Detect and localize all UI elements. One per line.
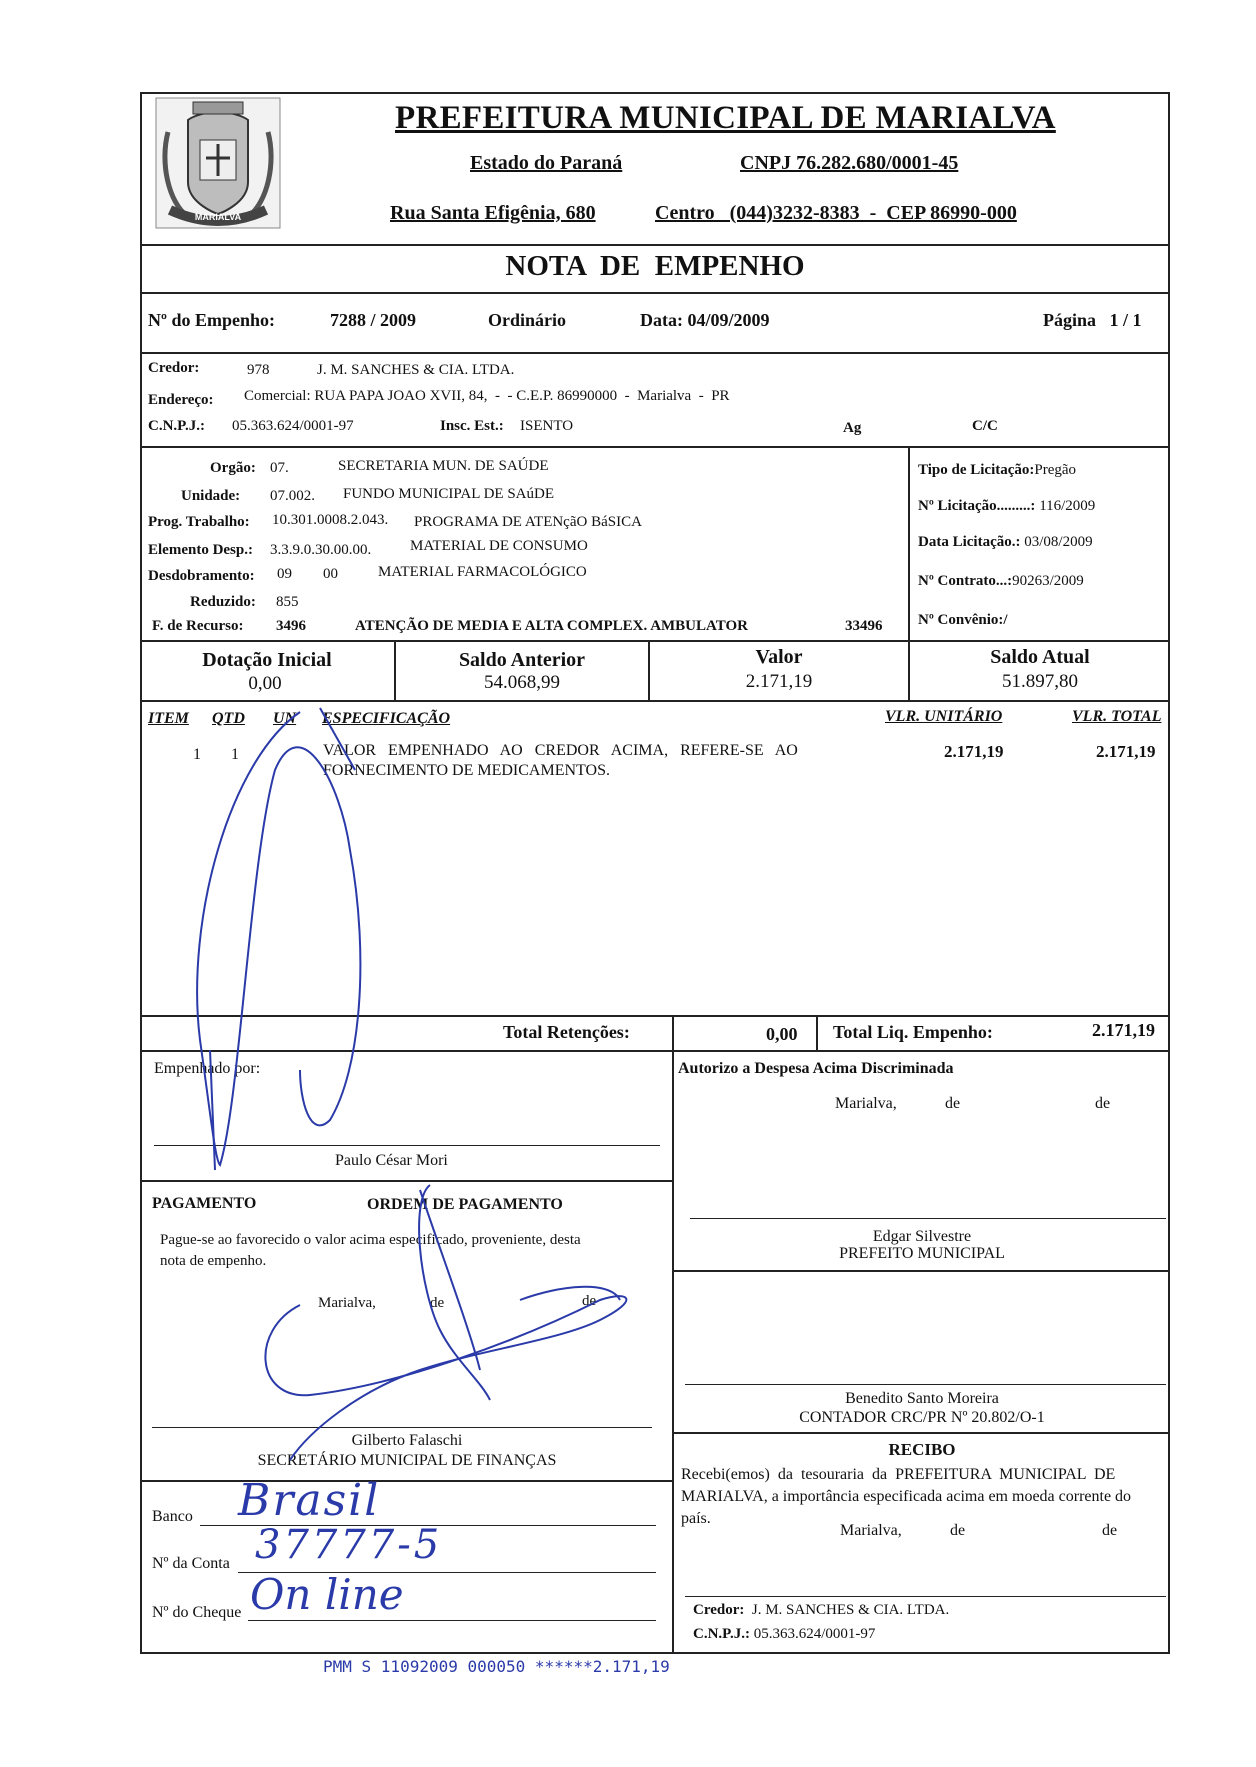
saldo-atual-label: Saldo Atual [990, 646, 1090, 668]
autorizo-de1: de [945, 1095, 961, 1112]
items-header-unit: VLR. UNITÁRIO [885, 708, 1003, 725]
data-licitacao: Data Licitação.: 03/08/2009 [918, 534, 1093, 550]
recibo-credor: Credor: J. M. SANCHES & CIA. LTDA. [693, 1602, 950, 1618]
item-total-price: 2.171,19 [1096, 742, 1156, 761]
item-desc-line1: VALOR EMPENHADO AO CREDOR ACIMA, REFERE-SE AO [323, 742, 798, 759]
recurso-number: 33496 [845, 618, 883, 634]
empenho-number: 7288 / 2009 [330, 310, 417, 330]
reduzido-label: Reduzido: [190, 594, 256, 610]
header-cnpj: CNPJ 76.282.680/0001-45 [740, 152, 959, 174]
desd-label: Desdobramento: [148, 568, 255, 584]
empenho-date: Data: 04/09/2009 [640, 310, 770, 330]
desd-a: 09 [277, 566, 292, 582]
address-label: Endereço: [148, 392, 214, 408]
items-header-qtd: QTD [212, 710, 245, 727]
elem-name: MATERIAL DE CONSUMO [410, 538, 588, 554]
autorizo-de2: de [1095, 1095, 1111, 1112]
banco-value: Brasil [238, 1475, 381, 1526]
recibo-title: RECIBO [888, 1440, 956, 1459]
tipo-licitacao: Tipo de Licitação:Pregão [918, 462, 1077, 478]
svg-text:MARIALVA: MARIALVA [194, 212, 242, 222]
recibo-city: Marialva, [840, 1522, 902, 1539]
coat-of-arms-icon [148, 92, 288, 237]
numero-convenio: Nº Convênio:/ [918, 612, 1008, 628]
cheque-value: On line [250, 1570, 404, 1619]
numero-contrato: Nº Contrato...:90263/2009 [918, 573, 1084, 589]
autorizo-label: Autorizo a Despesa Acima Discriminada [678, 1060, 954, 1077]
desd-name: MATERIAL FARMACOLÓGICO [378, 564, 587, 580]
mayor-title: PREFEITO MUNICIPAL [839, 1245, 1005, 1262]
liquido-label: Total Liq. Empenho: [833, 1022, 993, 1042]
reduzido-value: 855 [276, 594, 299, 610]
ag-label: Ag [843, 420, 862, 436]
prog-name: PROGRAMA DE ATENçãO BáSICA [414, 514, 642, 530]
cheque-label: Nº do Cheque [152, 1604, 242, 1621]
header-address: Rua Santa Efigênia, 680 [390, 202, 596, 224]
cc-label: C/C [972, 418, 998, 434]
prog-label: Prog. Trabalho: [148, 514, 250, 530]
pagamento-text-line1: Pague-se ao favorecido o valor acima especificado, proveniente, desta [160, 1232, 581, 1248]
recibo-text-line1: Recebi(emos) da tesouraria da PREFEITURA MUNICIPAL DE [681, 1466, 1116, 1483]
unidade-label: Unidade: [181, 488, 241, 504]
item-qty: 1 [231, 746, 239, 763]
cnpj-label: C.N.P.J.: [148, 418, 205, 434]
recurso-name: ATENÇÃO DE MEDIA E ALTA COMPLEX. AMBULATOR [355, 618, 748, 634]
empenho-type: Ordinário [488, 310, 567, 330]
items-header-spec: ESPECIFICAÇÃO [322, 710, 451, 727]
credor-label: Credor: [148, 360, 200, 376]
retencoes-value: 0,00 [766, 1024, 798, 1044]
valor-value: 2.171,19 [745, 671, 813, 692]
mayor-name: Edgar Silvestre [872, 1228, 972, 1245]
unidade-code: 07.002. [270, 488, 315, 504]
items-header-total: VLR. TOTAL [1072, 708, 1162, 725]
dotacao-value: 0,00 [248, 673, 282, 694]
empenhado-label: Empenhado por: [154, 1060, 261, 1077]
saldo-anterior-value: 54.068,99 [484, 672, 560, 693]
signer-name: Gilberto Falaschi [351, 1432, 463, 1449]
liquido-value: 2.171,19 [1092, 1020, 1155, 1040]
empenho-label: Nº do Empenho: [148, 310, 275, 330]
insc-value: ISENTO [520, 418, 574, 434]
credor-code: 978 [247, 362, 270, 378]
footer-stamp: PMM S 11092009 000050 ******2.171,19 [323, 1657, 670, 1676]
elem-label: Elemento Desp.: [148, 542, 253, 558]
conta-label: Nº da Conta [152, 1555, 230, 1572]
accountant-name: Benedito Santo Moreira [845, 1390, 999, 1407]
item-number: 1 [193, 746, 201, 763]
items-header-un: UN [273, 710, 297, 727]
credor-name: J. M. SANCHES & CIA. LTDA. [317, 362, 515, 378]
pagamento-city: Marialva, [318, 1295, 376, 1311]
banco-label: Banco [152, 1508, 193, 1525]
pagamento-de1: de [430, 1295, 445, 1311]
recurso-code: 3496 [276, 618, 306, 634]
dotacao-label: Dotação Inicial [202, 649, 332, 671]
unidade-name: FUNDO MUNICIPAL DE SAúDE [343, 486, 554, 502]
autorizo-city: Marialva, [835, 1095, 897, 1112]
desd-b: 00 [323, 566, 338, 582]
items-header-item: ITEM [148, 710, 189, 727]
orgao-name: SECRETARIA MUN. DE SAÚDE [338, 458, 549, 474]
header-contact: Centro (044)3232-8383 - CEP 86990-000 [655, 202, 1017, 224]
credor-cnpj: 05.363.624/0001-97 [232, 418, 354, 434]
accountant-title: CONTADOR CRC/PR Nº 20.802/O-1 [799, 1409, 1045, 1426]
elem-code: 3.3.9.0.30.00.00. [270, 542, 372, 558]
orgao-code: 07. [270, 460, 289, 476]
page-number: Página 1 / 1 [1043, 310, 1142, 330]
saldo-atual-value: 51.897,80 [1002, 671, 1078, 692]
recibo-text-line3: país. [681, 1510, 711, 1527]
empenhado-name: Paulo César Mori [335, 1152, 448, 1169]
insc-label: Insc. Est.: [440, 418, 504, 434]
recibo-de1: de [950, 1522, 966, 1539]
item-desc-line2: FORNECIMENTO DE MEDICAMENTOS. [323, 762, 610, 779]
document-title: NOTA DE EMPENHO [505, 250, 805, 282]
conta-value: 37777-5 [255, 1522, 443, 1568]
pagamento-label: PAGAMENTO [152, 1195, 257, 1212]
signer-title: SECRETÁRIO MUNICIPAL DE FINANÇAS [257, 1452, 557, 1469]
recurso-label: F. de Recurso: [152, 618, 244, 634]
recibo-text-line2: MARIALVA, a importância especificada acima em moeda corrente do [681, 1488, 1132, 1505]
recibo-cnpj: C.N.P.J.: 05.363.624/0001-97 [693, 1626, 876, 1642]
pagamento-text-line2: nota de empenho. [160, 1253, 267, 1269]
ordem-pagamento: ORDEM DE PAGAMENTO [367, 1196, 563, 1213]
state-name: Estado do Paraná [470, 152, 623, 174]
orgao-label: Orgão: [210, 460, 256, 476]
item-unit-price: 2.171,19 [944, 742, 1004, 761]
credor-address: Comercial: RUA PAPA JOAO XVII, 84, - - C.E.P. 86990000 - Marialva - PR [244, 388, 730, 404]
valor-label: Valor [755, 646, 803, 668]
pagamento-de2: de [582, 1293, 597, 1309]
numero-licitacao: Nº Licitação.........: 116/2009 [918, 498, 1096, 514]
prog-code: 10.301.0008.2.043. [272, 512, 389, 528]
saldo-anterior-label: Saldo Anterior [458, 649, 586, 671]
recibo-de2: de [1102, 1522, 1118, 1539]
page-title: PREFEITURA MUNICIPAL DE MARIALVA [395, 100, 1056, 136]
retencoes-label: Total Retenções: [503, 1022, 630, 1042]
